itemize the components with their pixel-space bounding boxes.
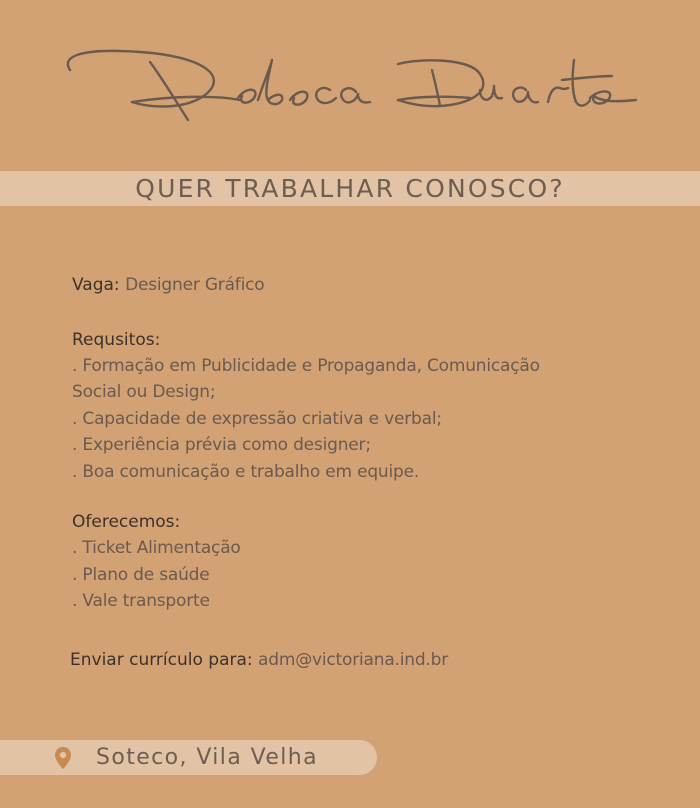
location-badge: [0, 740, 377, 775]
contact-line: [70, 650, 448, 670]
requirement-item: . Capacidade de expressão criativa e verbal;: [72, 408, 442, 429]
offers-title: Oferecemos:: [72, 512, 181, 532]
contact-email-link[interactable]: adm@victoriana.ind.br: [258, 650, 449, 670]
job-label: Vaga:: [72, 275, 120, 295]
requirement-item: Social ou Design;: [72, 382, 216, 402]
job-value: Designer Gráfico: [125, 275, 265, 295]
requirement-item: . Formação em Publicidade e Propaganda, Comunicação: [72, 355, 540, 376]
offer-item: . Plano de saúde: [72, 564, 210, 585]
job-line: [72, 272, 672, 299]
offers-list: [72, 535, 672, 615]
brand-logo-text: [0, 150, 1, 151]
requirements-list: [72, 353, 672, 486]
brand-logo: [0, 0, 700, 150]
location-pin-icon: [54, 746, 72, 770]
offer-item: . Ticket Alimentação: [72, 538, 241, 558]
location-text: Soteco, Vila Velha: [96, 745, 319, 770]
offer-item: . Vale transporte: [72, 591, 210, 611]
contact-label: Enviar currículo para:: [70, 650, 253, 670]
headline-banner: [0, 171, 700, 206]
job-details: [72, 272, 672, 615]
requirements-title: Requsitos:: [72, 329, 161, 350]
headline-title: QUER TRABALHAR CONOSCO?: [135, 174, 565, 203]
requirement-item: . Experiência prévia como designer;: [72, 435, 371, 455]
requirement-item: . Boa comunicação e trabalho em equipe.: [72, 461, 420, 482]
